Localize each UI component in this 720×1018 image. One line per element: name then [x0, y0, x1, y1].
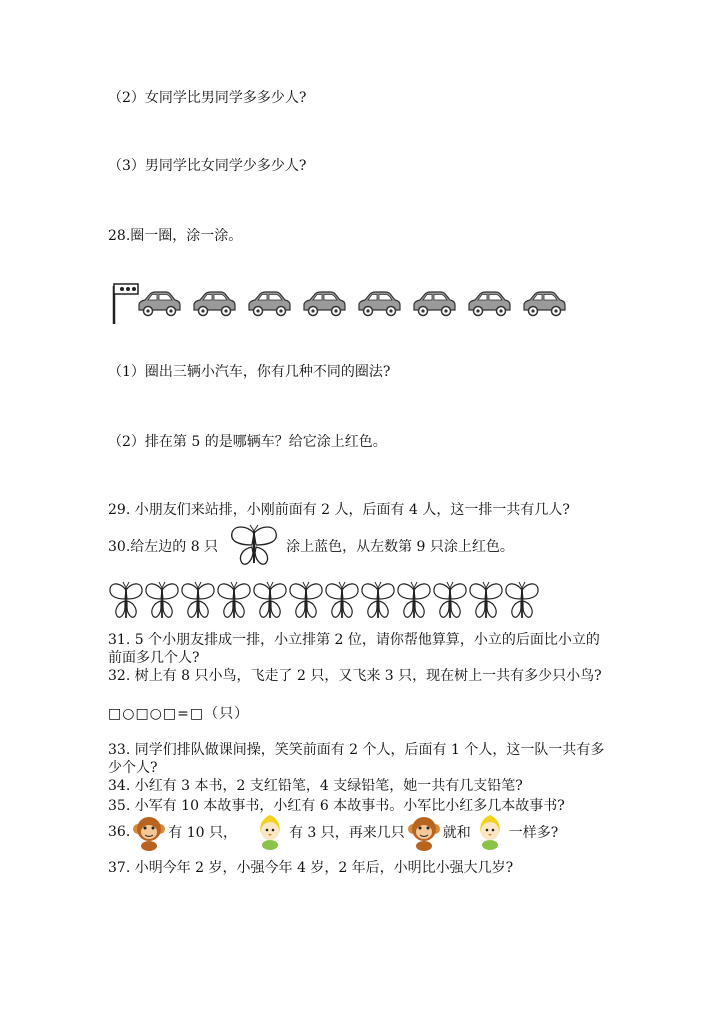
q36-text3: 就和: [442, 825, 471, 841]
car-icon: [356, 290, 402, 322]
q36-text1: 有 10 只，: [168, 825, 237, 841]
q29-text: 29. 小朋友们来站排，小刚前面有 2 人，后面有 4 人，这一排一共有几人?: [108, 502, 570, 518]
q28-part1: （1）圈出三辆小汽车，你有几种不同的圈法?: [108, 364, 391, 380]
car-icon: [521, 290, 567, 322]
q34-text: 34. 小红有 3 本书，2 支红铅笔，4 支绿铅笔，她一共有几支铅笔?: [108, 778, 523, 794]
butterfly-icon: [108, 580, 144, 626]
butterfly-icon: [504, 580, 540, 626]
q32-formula: □○□○□=□（只）: [108, 706, 250, 722]
car-icon: [246, 290, 292, 322]
butterfly-icon: [432, 580, 468, 626]
car-icon: [191, 290, 237, 322]
butterfly-icon: [396, 580, 432, 626]
car-row: [110, 278, 570, 328]
butterfly-icon: [252, 580, 288, 626]
monkey-icon: [407, 813, 441, 851]
q31-line1: 31. 5 个小朋友排成一排，小立排第 2 位，请你帮他算算，小立的后面比小立的: [108, 632, 600, 648]
q36-number: 36.: [108, 824, 131, 840]
car-icon: [136, 290, 182, 322]
q28-part2: （2）排在第 5 的是哪辆车？给它涂上红色。: [108, 434, 387, 450]
butterfly-row: [108, 580, 548, 624]
monkey-icon: [132, 813, 166, 851]
q36-line: [108, 812, 558, 852]
q35-text: 35. 小军有 10 本故事书，小红有 6 本故事书。小军比小红多几本故事书?: [108, 798, 565, 814]
butterfly-icon: [228, 523, 280, 569]
q30-line: [108, 522, 514, 570]
q27-part3: （3）男同学比女同学少多少人?: [108, 158, 307, 174]
chick-icon: [473, 813, 507, 851]
butterfly-icon: [144, 580, 180, 626]
car-icon: [411, 290, 457, 322]
butterfly-icon: [468, 580, 504, 626]
butterfly-icon: [360, 580, 396, 626]
car-icon: [466, 290, 512, 322]
q31-line2: 前面多几个人?: [108, 650, 200, 666]
q36-text4: 一样多?: [508, 825, 559, 841]
q33-line2: 少个人?: [108, 760, 158, 776]
butterfly-icon: [216, 580, 252, 626]
butterfly-icon: [180, 580, 216, 626]
q36-text2: 有 3 只，再来几只: [288, 825, 405, 841]
q27-part2: （2）女同学比男同学多多少人?: [108, 90, 307, 106]
q33-line1: 33. 同学们排队做课间操，笑笑前面有 2 个人，后面有 1 个人，这一队一共有多: [108, 742, 605, 758]
butterfly-icon: [324, 580, 360, 626]
q30-suffix: 涂上蓝色，从左数第 9 只涂上红色。: [286, 539, 514, 555]
q32-text: 32. 树上有 8 只小鸟，飞走了 2 只，又飞来 3 只，现在树上一共有多少只小鸟?: [108, 668, 602, 684]
q30-prefix: 30.给左边的 8 只: [108, 539, 219, 555]
q37-text: 37. 小明今年 2 岁，小强今年 4 岁，2 年后，小明比小强大几岁?: [108, 860, 514, 876]
car-icon: [301, 290, 347, 322]
q28-title: 28.圈一圈，涂一涂。: [108, 228, 243, 244]
chick-icon: [253, 813, 287, 851]
butterfly-icon: [288, 580, 324, 626]
